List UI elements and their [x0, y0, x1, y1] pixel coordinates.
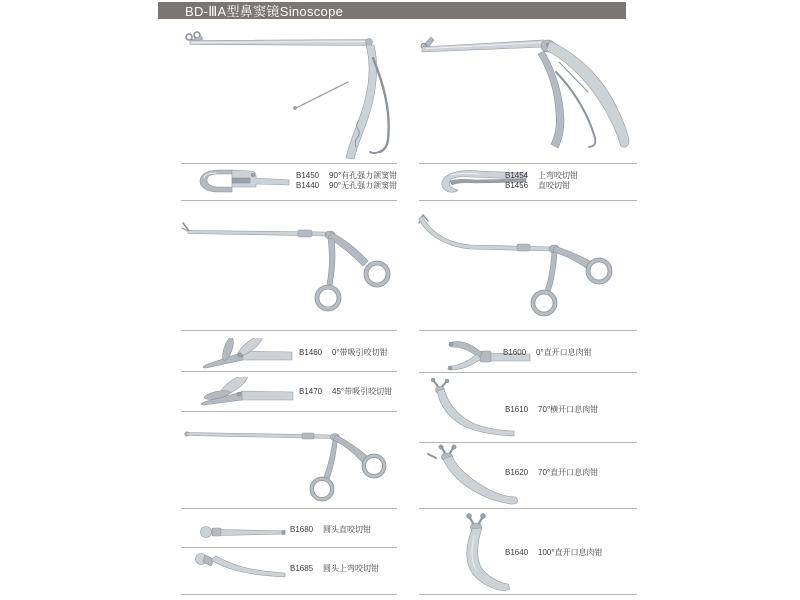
product-label	[505, 181, 578, 191]
product-name: 70°横开口息肉钳	[538, 405, 599, 414]
product-code: B1456	[505, 181, 529, 190]
separator-line	[419, 200, 637, 201]
product-name: 上弯咬切钳	[538, 171, 578, 180]
product-name: 圆头直咬切钳	[323, 525, 371, 534]
product-code: B1470	[299, 387, 323, 396]
product-label	[299, 348, 388, 358]
product-name: 0°带吸引咬切钳	[332, 348, 388, 357]
separator-line	[181, 163, 397, 164]
product-code: B1610	[505, 405, 529, 414]
separator-line	[419, 594, 637, 595]
product-label-group	[299, 387, 392, 397]
product-name: 直咬切钳	[538, 181, 570, 190]
straight-nasal-forceps-image	[180, 212, 400, 332]
product-label	[505, 171, 578, 181]
product-code: B1640	[505, 548, 529, 557]
product-label-group	[503, 348, 592, 358]
product-label	[299, 387, 392, 397]
product-code: B1685	[290, 564, 314, 573]
product-name: 90°无孔强力颌窦钳	[329, 181, 398, 190]
b1680-tip-icon	[196, 521, 288, 543]
product-label-group	[290, 525, 371, 535]
product-label	[296, 171, 397, 181]
product-name: 90°有孔强力颌窦钳	[329, 171, 398, 180]
product-label	[505, 468, 598, 478]
product-name: 100°直开口息肉钳	[538, 548, 603, 557]
b1460-tip-icon	[188, 338, 294, 372]
product-name: 圆头上弯咬切钳	[323, 564, 379, 573]
product-name: 45°带吸引咬切钳	[332, 387, 393, 396]
product-label-group	[290, 564, 379, 574]
product-code: B1454	[505, 171, 529, 180]
product-label-group	[299, 348, 388, 358]
product-label	[505, 548, 603, 558]
b1685-tip-icon	[190, 551, 288, 587]
product-code: B1440	[296, 181, 320, 190]
separator-line	[419, 508, 637, 509]
product-label	[290, 525, 371, 535]
product-label-group	[505, 405, 598, 415]
punch-forceps-90-image	[178, 30, 402, 164]
product-label	[296, 181, 397, 191]
product-code: B1450	[296, 171, 320, 180]
product-label	[290, 564, 379, 574]
product-code: B1600	[503, 348, 527, 357]
separator-line	[181, 200, 397, 201]
separator-line	[181, 547, 397, 548]
product-label-group	[296, 171, 397, 191]
header-bar	[158, 2, 626, 19]
pistol-grip-punch-forceps-image	[416, 30, 642, 164]
product-label-group	[505, 171, 578, 191]
separator-line	[181, 594, 397, 595]
product-label	[503, 348, 592, 358]
separator-line	[419, 442, 637, 443]
b1610-tip-icon	[424, 377, 516, 439]
product-name: 0°直开口息肉钳	[536, 348, 592, 357]
b1450-b1440-tip-icon	[196, 166, 292, 196]
product-label-group	[505, 548, 603, 558]
page-title: BD-ⅢA型鼻窦镜Sinoscope	[185, 4, 344, 19]
long-shaft-nasal-forceps-image	[180, 415, 400, 507]
product-code: B1460	[299, 348, 323, 357]
curved-nasal-forceps-image	[418, 212, 640, 332]
product-name: 70°直开口息肉钳	[538, 468, 599, 477]
separator-line	[419, 330, 637, 331]
product-code: B1620	[505, 468, 529, 477]
separator-line	[181, 330, 397, 331]
separator-line	[181, 411, 397, 412]
product-label	[505, 405, 598, 415]
product-label-group	[505, 468, 598, 478]
separator-line	[181, 508, 397, 509]
b1470-tip-icon	[185, 377, 295, 409]
product-code: B1680	[290, 525, 314, 534]
